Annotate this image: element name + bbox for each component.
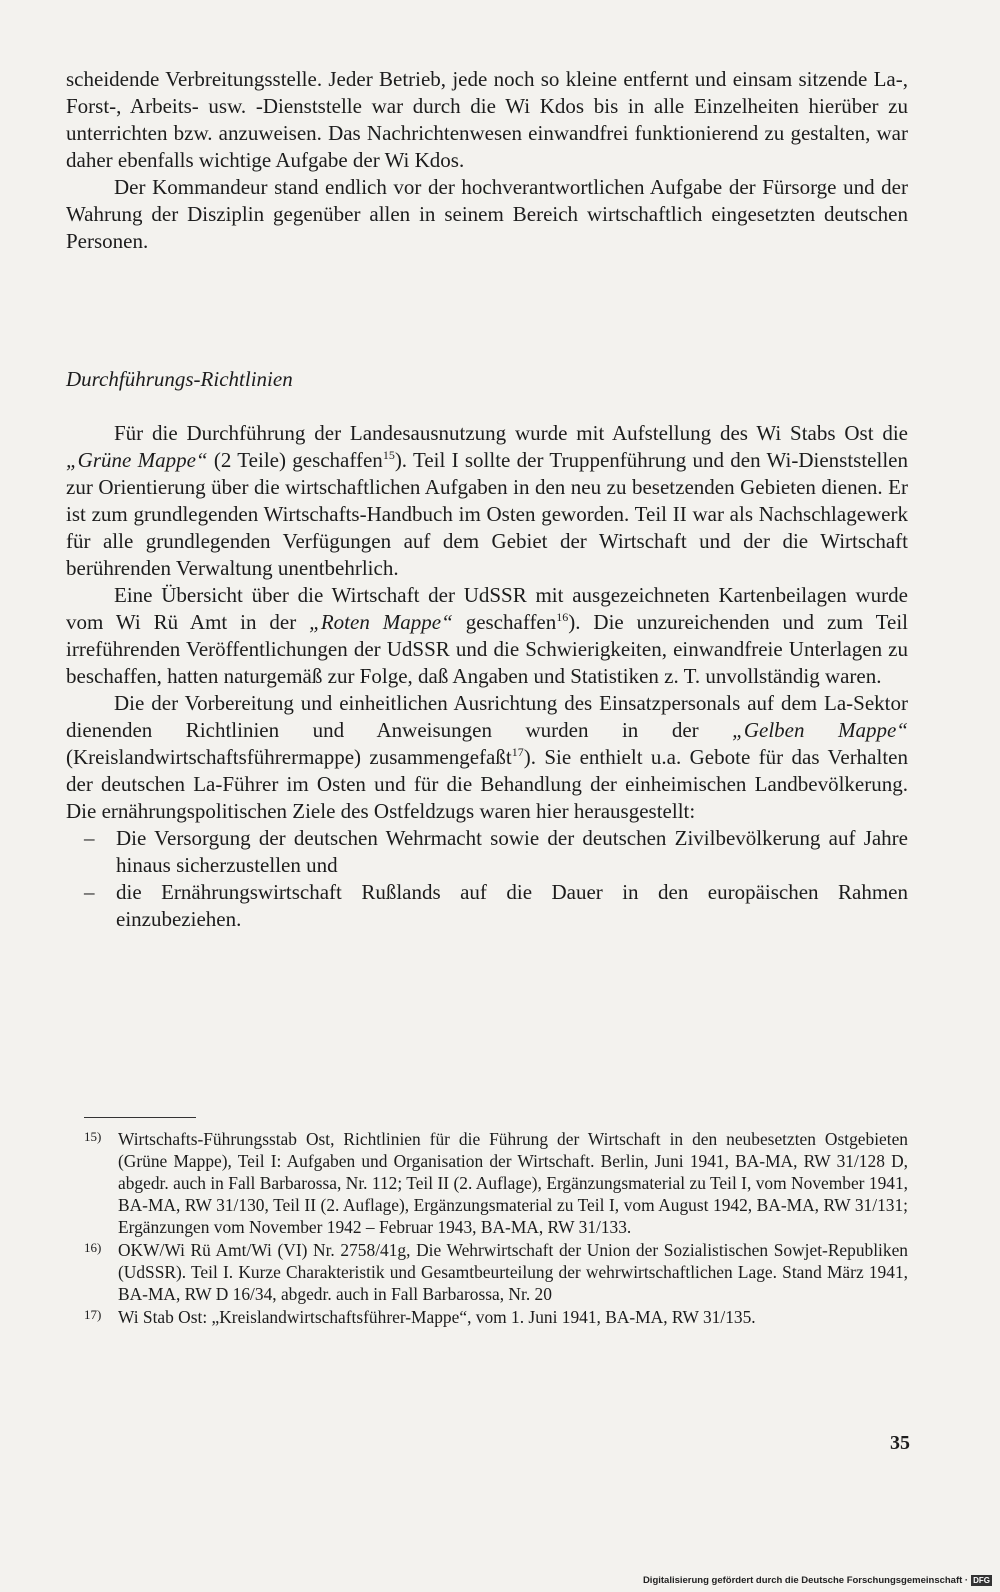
footnote-16: 16) OKW/Wi Rü Amt/Wi (VI) Nr. 2758/41g, Die Wehrwirtschaft der Union der Sozialistischen Sowjet-Republiken (UdSSR). Teil I. Kurze Charakteristik und Gesamtbeurteilung der wehrwirtschaftlichen Lage. Stand März 1941, BA-MA, RW D 16/34, abgedr. auch in Fall Barbarossa, Nr. 20 (84, 1240, 908, 1304)
footnote-15: 15) Wirtschafts-Führungsstab Ost, Richtlinien für die Führung der Wirtschaft in den neubesetzten Ostgebieten (Grüne Mappe), Teil I: Aufgaben und Organisation der Wirtschaft. Berlin, Juni 1941, BA-MA, RW 31/128 D, abgedr. auch in Fall Barbarossa, Nr. 112; Teil II (2. Auflage), Ergänzungsmaterial zu Teil I, vom November 1941, BA-MA, RW 31/130, Teil II (2. Auflage), Ergänzungsmaterial zu Teil I, vom August 1942, BA-MA, RW 31/131; Ergänzungen vom November 1942 – Februar 1943, BA-MA, RW 31/133. (84, 1129, 908, 1237)
paragraph-continuation: scheidende Verbreitungsstelle. Jeder Betrieb, jede noch so kleine entfernt und einsam sitzende La-, Forst-, Arbeits- usw. -Dienststelle war durch die Wi Kdos bis in alle Einzelheiten hierüber zu unterrichten bzw. anzuweisen. Das Nachrichtenwesen einwandfrei funktionierend zu gestalten, war daher ebenfalls wichtige Aufgabe der Wi Kdos. (66, 67, 908, 172)
paragraph-roten-mappe: Eine Übersicht über die Wirtschaft der UdSSR mit ausgezeichneten Kartenbeilagen wurde vom Wi Rü Amt in der „Roten Mappe“ geschaffen$^{16}$). Die unzureichenden und zum Teil irreführenden Veröffentlichungen der UdSSR und die Schwierigkeiten, einwandfreie Unterlagen zu beschaffen, hatten naturgemäß zur Folge, daß Angaben und Statistiken z. T. unvollständig waren. (66, 583, 909, 688)
dash-bullet: – (84, 880, 95, 904)
list-item: – Die Versorgung der deutschen Wehrmacht sowie der deutschen Zivilbevölkerung auf Jahre hinaus sicherzustellen und (84, 826, 908, 877)
footnote-17: 17) Wi Stab Ost: „Kreislandwirtschaftsführer-Mappe“, vom 1. Juni 1941, BA-MA, RW 31/135. (84, 1307, 756, 1327)
dash-bullet: – (84, 826, 95, 850)
emphasis-gruene-mappe: „Grüne Mappe“ (66, 448, 208, 472)
digitization-credit (643, 1575, 992, 1586)
credit-text: Digitalisierung gefördert durch die Deutsche Forschungsgemeinschaft · (642, 1575, 969, 1586)
section-heading: Durchführungs-Richtlinien (66, 367, 293, 391)
footnote-ref-17[interactable]: 17 (511, 745, 524, 759)
paragraph-gelben-mappe: Die der Vorbereitung und einheitlichen Ausrichtung des Einsatzpersonals auf dem La-Sektor dienenden Richtlinien und Anweisungen wurden in der „Gelben Mappe“ (Kreislandwirtschaftsführermappe) zusammengefaßt$^{17}$). Sie enthielt u.a. Gebote für das Verhalten der deutschen La-Führer im Osten und für die Behandlung der einheimischen Landbevölkerung. Die ernährungspolitischen Ziele des Ostfeldzugs waren hier herausgestellt: (66, 691, 908, 823)
page-number: 35 (890, 1432, 910, 1454)
goals-list (66, 825, 908, 933)
footnote-mark: 15) (84, 1129, 102, 1144)
paragraph-gruene-mappe: Für die Durchführung der Landesausnutzung wurde mit Aufstellung des Wi Stabs Ost die „Grüne Mappe“ (2 Teile) geschaffen$^{15}$). Teil I sollte der Truppenführung und den Wi-Dienststellen zur Orientierung über die wirtschaftlichen Aufgaben in den neu zu besetzenden Gebieten dienen. Er ist zum grundlegenden Wirtschafts-Handbuch im Osten geworden. Teil II war als Nachschlagewerk für alle grundlegenden Verfügungen auf dem Gebiet der Wirtschaft und der die Wirtschaft berührenden Verwaltung unentbehrlich. (66, 421, 908, 580)
body-text-top (66, 66, 908, 255)
emphasis-gelben-mappe: „Gelben Mappe“ (732, 718, 908, 742)
paragraph-kommandeur: Der Kommandeur stand endlich vor der hochverantwortlichen Aufgabe der Fürsorge und der Wahrung der Disziplin gegenüber allen in seinem Bereich wirtschaftlich eingesetzten deutschen Personen. (66, 175, 908, 253)
emphasis-roten-mappe: „Roten Mappe“ (309, 610, 453, 634)
footnote-mark: 16) (84, 1240, 102, 1255)
footnote-divider (84, 1117, 196, 1118)
footnote-mark: 17) (84, 1307, 102, 1322)
footnotes (84, 1128, 908, 1329)
dfg-logo: DFG (973, 1576, 990, 1585)
footnote-ref-16[interactable]: 16 (556, 610, 569, 624)
list-item: – die Ernährungswirtschaft Rußlands auf die Dauer in den europäischen Rahmen einzubeziehen. (84, 880, 908, 931)
footnote-ref-15[interactable]: 15 (382, 448, 395, 462)
section-body (66, 420, 908, 933)
